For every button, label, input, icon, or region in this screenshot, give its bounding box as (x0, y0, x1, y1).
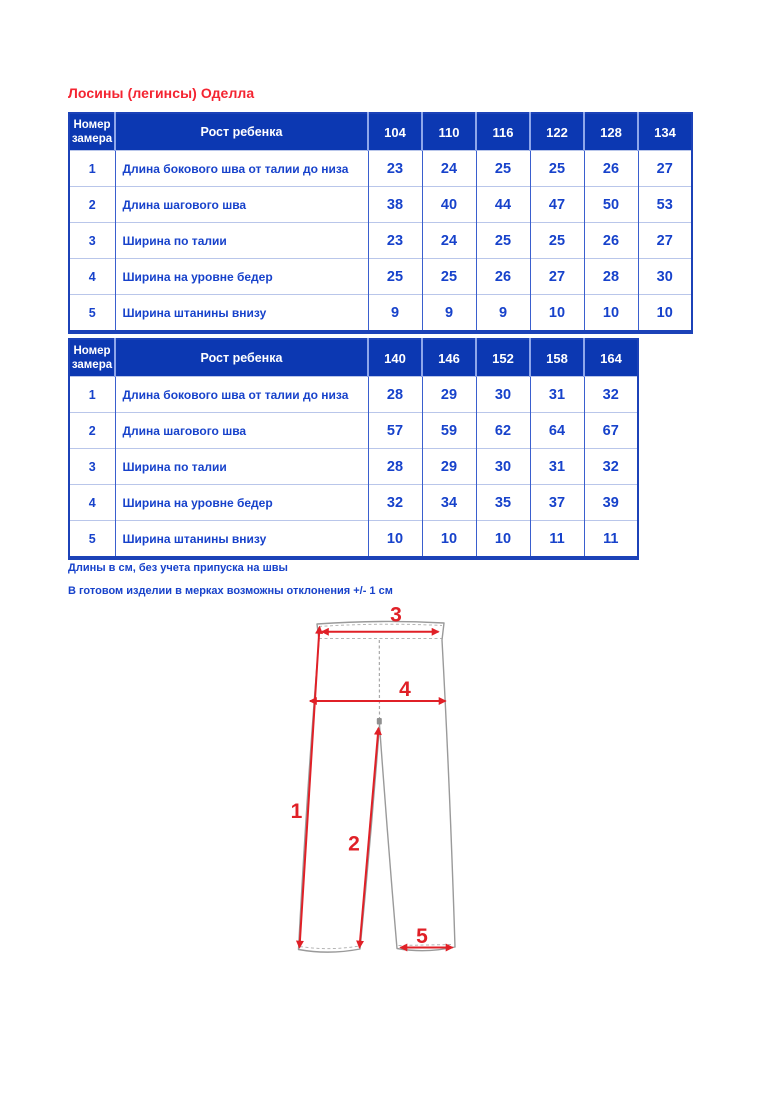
header-size-134: 134 (638, 113, 692, 151)
measure-5-label: 5 (416, 925, 428, 948)
value-cell: 9 (476, 295, 530, 333)
table-row (69, 521, 638, 559)
value-cell: 39 (584, 485, 638, 521)
value-cell: 31 (530, 377, 584, 413)
value-cell: 59 (422, 413, 476, 449)
row-number-cell: 5 (69, 295, 115, 333)
header-size-164: 164 (584, 339, 638, 377)
header-measure-number-line1: Номер (73, 118, 111, 131)
row-number-cell: 1 (69, 377, 115, 413)
value-cell: 53 (638, 187, 692, 223)
measurement-label-cell: Ширина на уровне бедер (115, 259, 368, 295)
value-cell: 30 (476, 449, 530, 485)
header-measure-number (69, 113, 115, 151)
value-cell: 44 (476, 187, 530, 223)
table-row (69, 187, 692, 223)
value-cell: 32 (584, 377, 638, 413)
table-row (69, 259, 692, 295)
header-child-height: Рост ребенка (115, 113, 368, 151)
value-cell: 29 (422, 377, 476, 413)
measurement-label-cell: Ширина по талии (115, 449, 368, 485)
value-cell: 47 (530, 187, 584, 223)
value-cell: 10 (638, 295, 692, 333)
value-cell: 28 (368, 377, 422, 413)
table-row (69, 377, 638, 413)
value-cell: 31 (530, 449, 584, 485)
pants-diagram-svg (230, 597, 550, 997)
value-cell: 25 (530, 223, 584, 259)
header-size-122: 122 (530, 113, 584, 151)
measurement-label-cell: Длина бокового шва от талии до низа (115, 151, 368, 187)
value-cell: 50 (584, 187, 638, 223)
measure-4-label: 4 (399, 678, 411, 701)
value-cell: 25 (476, 223, 530, 259)
crotch-mark (377, 718, 382, 725)
value-cell: 10 (476, 521, 530, 559)
row-number-cell: 5 (69, 521, 115, 559)
value-cell: 29 (422, 449, 476, 485)
row-number-cell: 2 (69, 413, 115, 449)
value-cell: 11 (584, 521, 638, 559)
table-row (69, 449, 638, 485)
value-cell: 23 (368, 151, 422, 187)
value-cell: 10 (584, 295, 638, 333)
table-row (69, 485, 638, 521)
row-number-cell: 4 (69, 485, 115, 521)
value-cell: 62 (476, 413, 530, 449)
value-cell: 67 (584, 413, 638, 449)
value-cell: 34 (422, 485, 476, 521)
table-row (69, 223, 692, 259)
header-size-146: 146 (422, 339, 476, 377)
value-cell: 9 (422, 295, 476, 333)
value-cell: 25 (476, 151, 530, 187)
value-cell: 11 (530, 521, 584, 559)
value-cell: 9 (368, 295, 422, 333)
value-cell: 26 (476, 259, 530, 295)
measurement-label-cell: Ширина штанины внизу (115, 295, 368, 333)
value-cell: 32 (368, 485, 422, 521)
value-cell: 38 (368, 187, 422, 223)
header-size-140: 140 (368, 339, 422, 377)
header-size-116: 116 (476, 113, 530, 151)
value-cell: 24 (422, 151, 476, 187)
measurement-label-cell: Длина шагового шва (115, 413, 368, 449)
table-row (69, 295, 692, 333)
value-cell: 25 (530, 151, 584, 187)
value-cell: 30 (638, 259, 692, 295)
value-cell: 28 (584, 259, 638, 295)
size-table-104-134 (68, 112, 693, 334)
header-row (69, 339, 638, 377)
value-cell: 24 (422, 223, 476, 259)
measurement-label-cell: Длина шагового шва (115, 187, 368, 223)
header-child-height: Рост ребенка (115, 339, 368, 377)
value-cell: 27 (530, 259, 584, 295)
pants-measurement-diagram (230, 597, 550, 997)
value-cell: 37 (530, 485, 584, 521)
value-cell: 57 (368, 413, 422, 449)
value-cell: 30 (476, 377, 530, 413)
value-cell: 40 (422, 187, 476, 223)
value-cell: 10 (530, 295, 584, 333)
value-cell: 10 (422, 521, 476, 559)
note-tolerance: В готовом изделии в мерках возможны отклонения +/- 1 см (68, 585, 393, 597)
header-size-110: 110 (422, 113, 476, 151)
header-row (69, 113, 692, 151)
value-cell: 10 (368, 521, 422, 559)
value-cell: 25 (368, 259, 422, 295)
value-cell: 28 (368, 449, 422, 485)
measure-1-label: 1 (290, 800, 303, 823)
value-cell: 23 (368, 223, 422, 259)
row-number-cell: 4 (69, 259, 115, 295)
value-cell: 27 (638, 151, 692, 187)
note-units: Длины в см, без учета припуска на швы (68, 562, 288, 574)
value-cell: 26 (584, 151, 638, 187)
measurement-label-cell: Длина бокового шва от талии до низа (115, 377, 368, 413)
measure-3-label: 3 (390, 603, 402, 627)
page-title: Лосины (легинсы) Оделла (68, 85, 255, 101)
measurement-label-cell: Ширина штанины внизу (115, 521, 368, 559)
header-size-158: 158 (530, 339, 584, 377)
table-row (69, 413, 638, 449)
header-size-104: 104 (368, 113, 422, 151)
size-table-140-164 (68, 338, 639, 560)
value-cell: 32 (584, 449, 638, 485)
header-measure-number-line2: замера (71, 133, 113, 145)
value-cell: 27 (638, 223, 692, 259)
header-size-128: 128 (584, 113, 638, 151)
header-measure-number-line2: замера (71, 359, 113, 371)
header-measure-number (69, 339, 115, 377)
value-cell: 64 (530, 413, 584, 449)
measurement-label-cell: Ширина по талии (115, 223, 368, 259)
row-number-cell: 3 (69, 223, 115, 259)
header-size-152: 152 (476, 339, 530, 377)
pants-outline (299, 621, 456, 952)
row-number-cell: 3 (69, 449, 115, 485)
value-cell: 25 (422, 259, 476, 295)
table-row (69, 151, 692, 187)
header-measure-number-line1: Номер (73, 344, 111, 357)
row-number-cell: 2 (69, 187, 115, 223)
value-cell: 35 (476, 485, 530, 521)
row-number-cell: 1 (69, 151, 115, 187)
measure-2-label: 2 (348, 832, 360, 856)
value-cell: 26 (584, 223, 638, 259)
measurement-label-cell: Ширина на уровне бедер (115, 485, 368, 521)
